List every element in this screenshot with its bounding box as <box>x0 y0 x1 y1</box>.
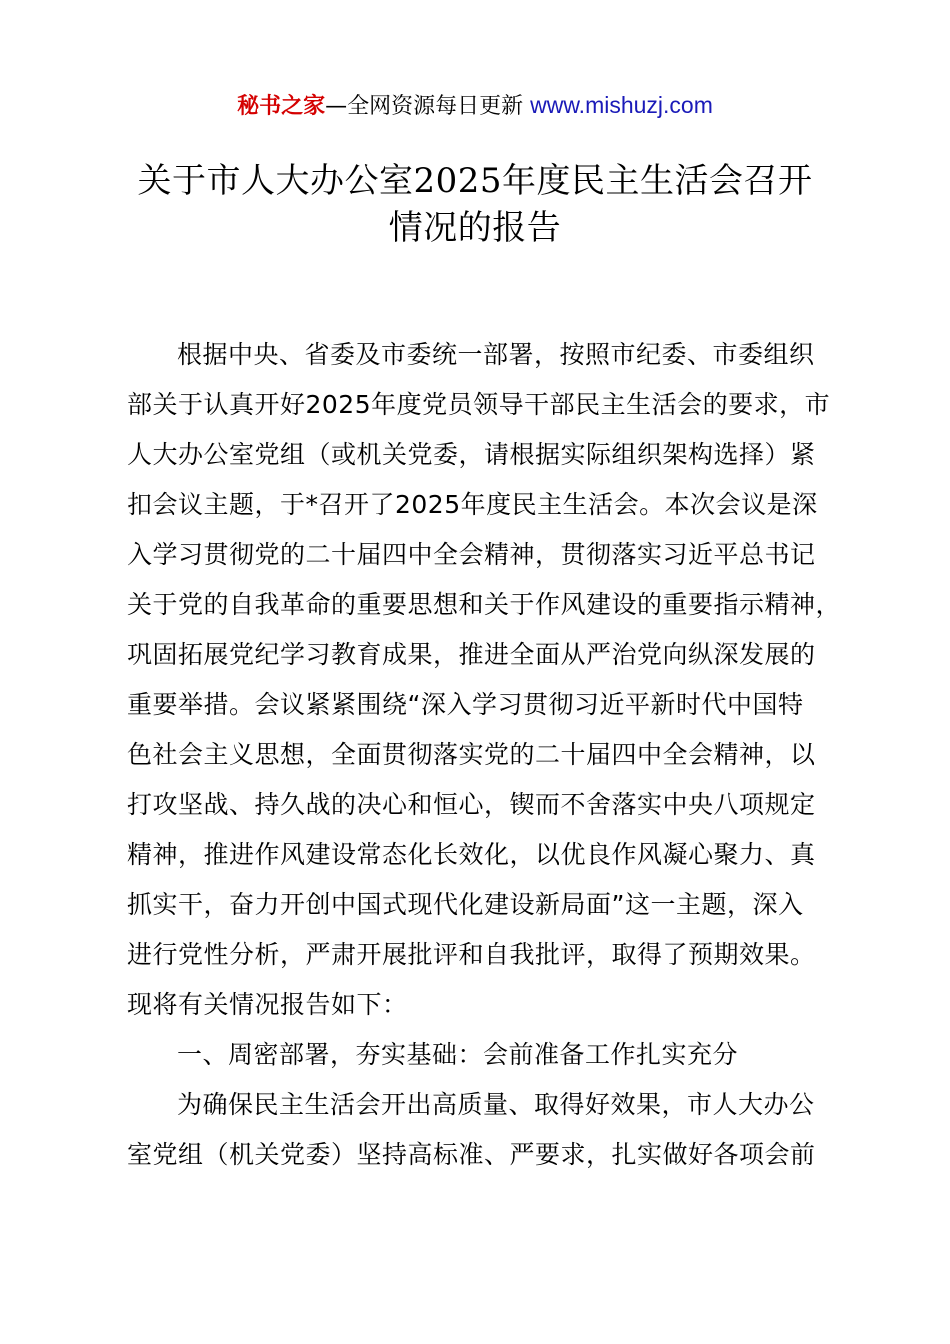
header-tagline: —全网资源每日更新 <box>325 94 531 119</box>
text-line: 根据中央、省委及市委统一部署，按照市纪委、市委组织 <box>177 340 815 369</box>
section-heading-text: 一、周密部署，夯实基础：会前准备工作扎实充分 <box>177 1040 739 1069</box>
text-line: 巩固拓展党纪学习教育成果，推进全面从严治党向纵深发展的 <box>127 640 816 669</box>
brand-name: 秘书之家 <box>237 94 326 119</box>
text-line: 精神，推进作风建设常态化长效化，以优良作风凝心聚力、真 <box>127 840 816 869</box>
title-line-1: 关于市人大办公室2025年度民主生活会召开 <box>137 161 813 201</box>
text-line: 打攻坚战、持久战的决心和恒心，锲而不舍落实中央八项规定 <box>127 790 816 819</box>
text-line: 色社会主义思想，全面贯彻落实党的二十届四中全会精神，以 <box>127 740 816 769</box>
text-line: 入学习贯彻党的二十届四中全会精神，贯彻落实习近平总书记 <box>127 540 816 569</box>
text-line: 为确保民主生活会开出高质量、取得好效果，市人大办公 <box>177 1090 815 1119</box>
text-line: 扣会议主题，于*召开了2025年度民主生活会。本次会议是深 <box>127 490 818 519</box>
text-line: 现将有关情况报告如下： <box>127 990 408 1019</box>
paragraph-intro <box>127 330 842 1030</box>
text-line: 室党组（机关党委）坚持高标准、严要求，扎实做好各项会前 <box>127 1140 816 1169</box>
site-header <box>0 88 950 124</box>
text-line: 重要举措。会议紧紧围绕“深入学习贯彻习近平新时代中国特 <box>127 690 804 719</box>
section-heading-1 <box>127 1030 833 1080</box>
site-url-link[interactable]: www.mishuzj.com <box>530 92 713 118</box>
paragraph-section1 <box>127 1080 833 1180</box>
document-title <box>100 158 850 252</box>
text-line: 人大办公室党组（或机关党委，请根据实际组织架构选择）紧 <box>127 440 816 469</box>
title-line-2: 情况的报告 <box>388 208 562 248</box>
text-line: 进行党性分析，严肃开展批评和自我批评，取得了预期效果。 <box>127 940 816 969</box>
text-line: 关于党的自我革命的重要思想和关于作风建设的重要指示精神， <box>127 590 842 619</box>
text-line: 部关于认真开好2025年度党员领导干部民主生活会的要求，市 <box>127 390 831 419</box>
text-line: 抓实干，奋力开创中国式现代化建设新局面”这一主题，深入 <box>127 890 804 919</box>
